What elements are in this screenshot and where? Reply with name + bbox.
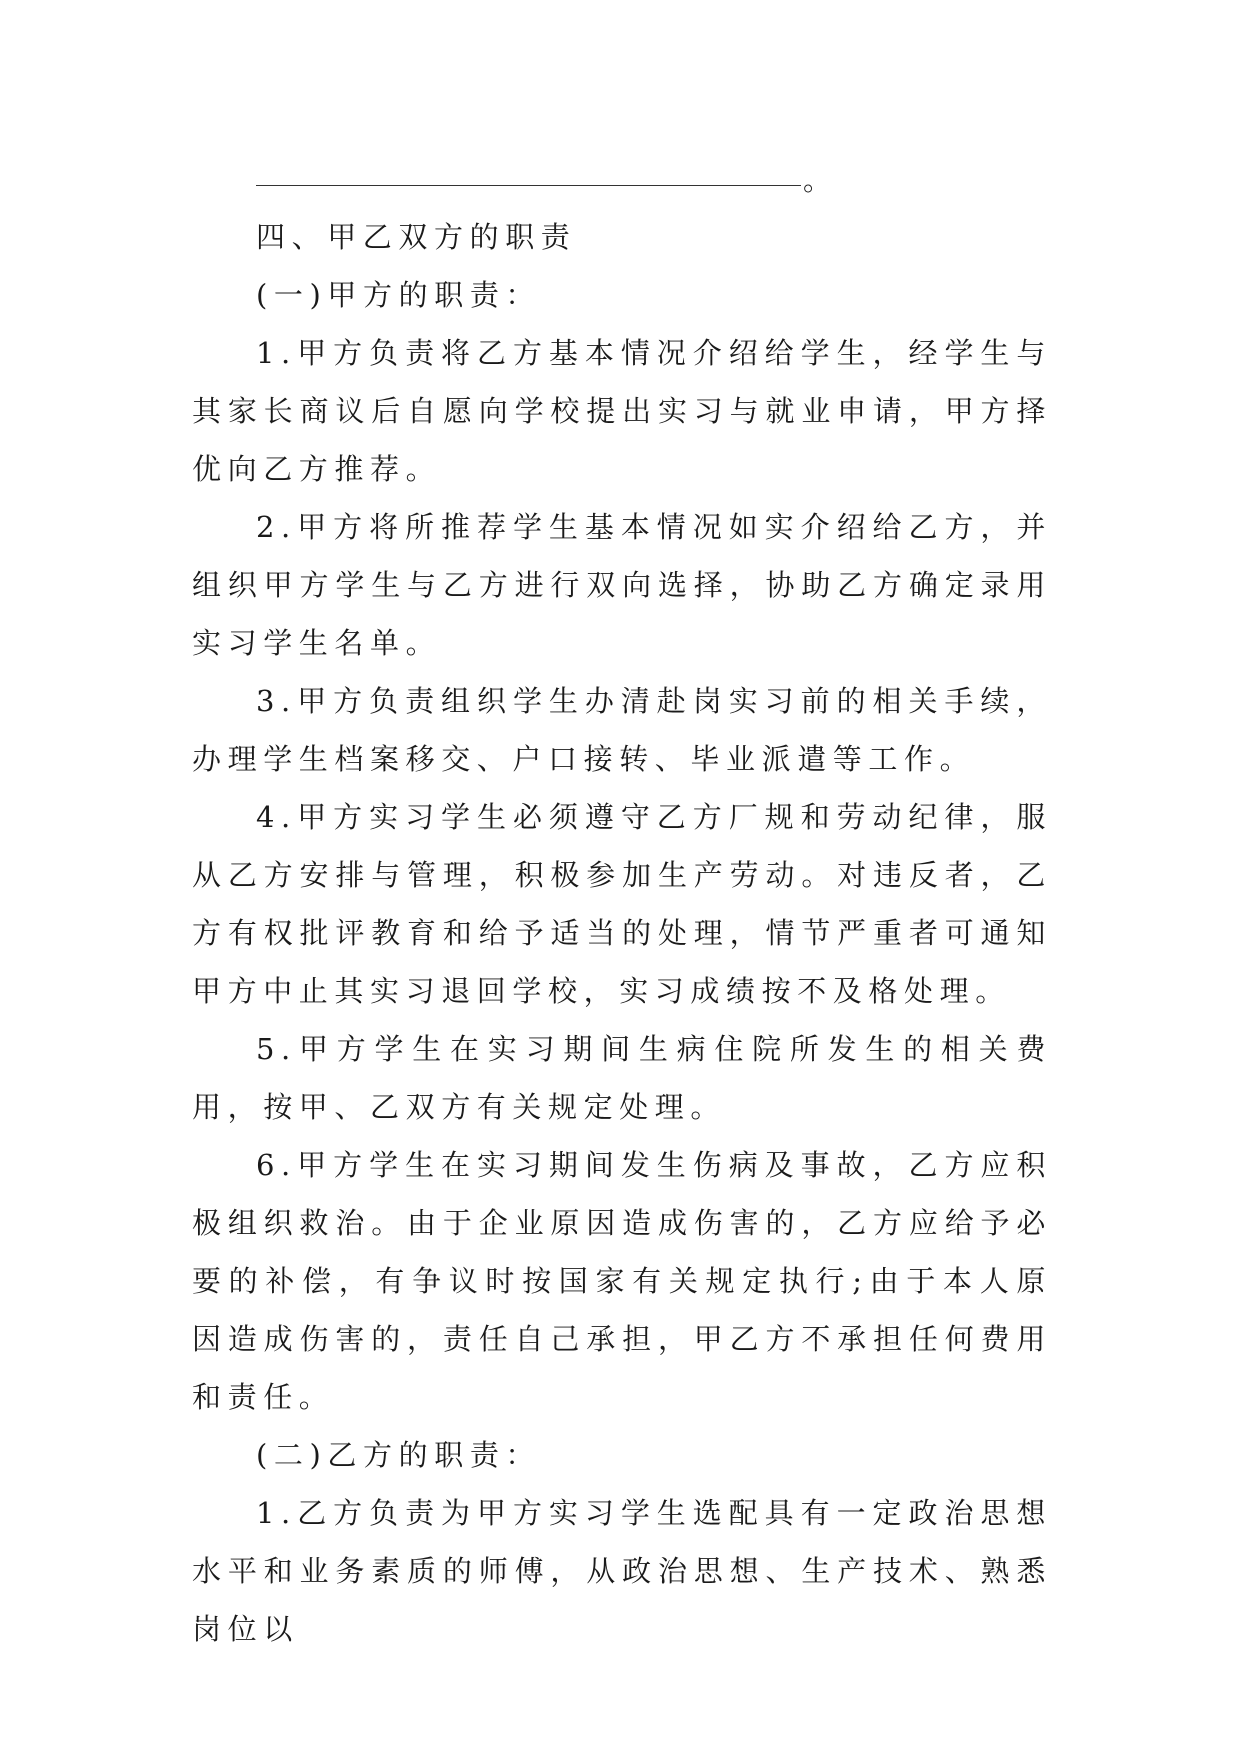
- fill-in-blank-line: [192, 150, 1052, 208]
- paragraph: 5.甲方学生在实习期间生病住院所发生的相关费用，按甲、乙双方有关规定处理。: [192, 1032, 1052, 1124]
- paragraph: 2.甲方将所推荐学生基本情况如实介绍给乙方，并组织甲方学生与乙方进行双向选择，协助乙方确定录用实习学生名单。: [192, 510, 1052, 660]
- paragraph: 1.乙方负责为甲方实习学生选配具有一定政治思想水平和业务素质的师傅，从政治思想、生产技术、熟悉岗位以: [192, 1496, 1052, 1646]
- paragraph: 6.甲方学生在实习期间发生伤病及事故，乙方应积极组织救治。由于企业原因造成伤害的，乙方应给予必要的补偿，有争议时按国家有关规定执行;由于本人原因造成伤害的，责任自己承担，甲乙方不承担任何费用和责任。: [192, 1148, 1052, 1414]
- subsection-heading-party-b: (二)乙方的职责：: [256, 1438, 542, 1472]
- document-page: [192, 150, 1052, 1658]
- blank-line-period: 。: [803, 164, 832, 197]
- section-heading: 四、甲乙双方的职责: [256, 220, 577, 254]
- paragraph: 4.甲方实习学生必须遵守乙方厂规和劳动纪律，服从乙方安排与管理，积极参加生产劳动。对违反者，乙方有权批评教育和给予适当的处理，情节严重者可通知甲方中止其实习退回学校，实习成绩按不及格处理。: [192, 800, 1052, 1008]
- blank-underline: [256, 185, 801, 186]
- paragraph: 1.甲方负责将乙方基本情况介绍给学生，经学生与其家长商议后自愿向学校提出实习与就业申请，甲方择优向乙方推荐。: [192, 336, 1052, 486]
- paragraph: 3.甲方负责组织学生办清赴岗实习前的相关手续，办理学生档案移交、户口接转、毕业派遣等工作。: [192, 684, 1052, 776]
- subsection-heading-party-a: (一)甲方的职责：: [256, 278, 542, 312]
